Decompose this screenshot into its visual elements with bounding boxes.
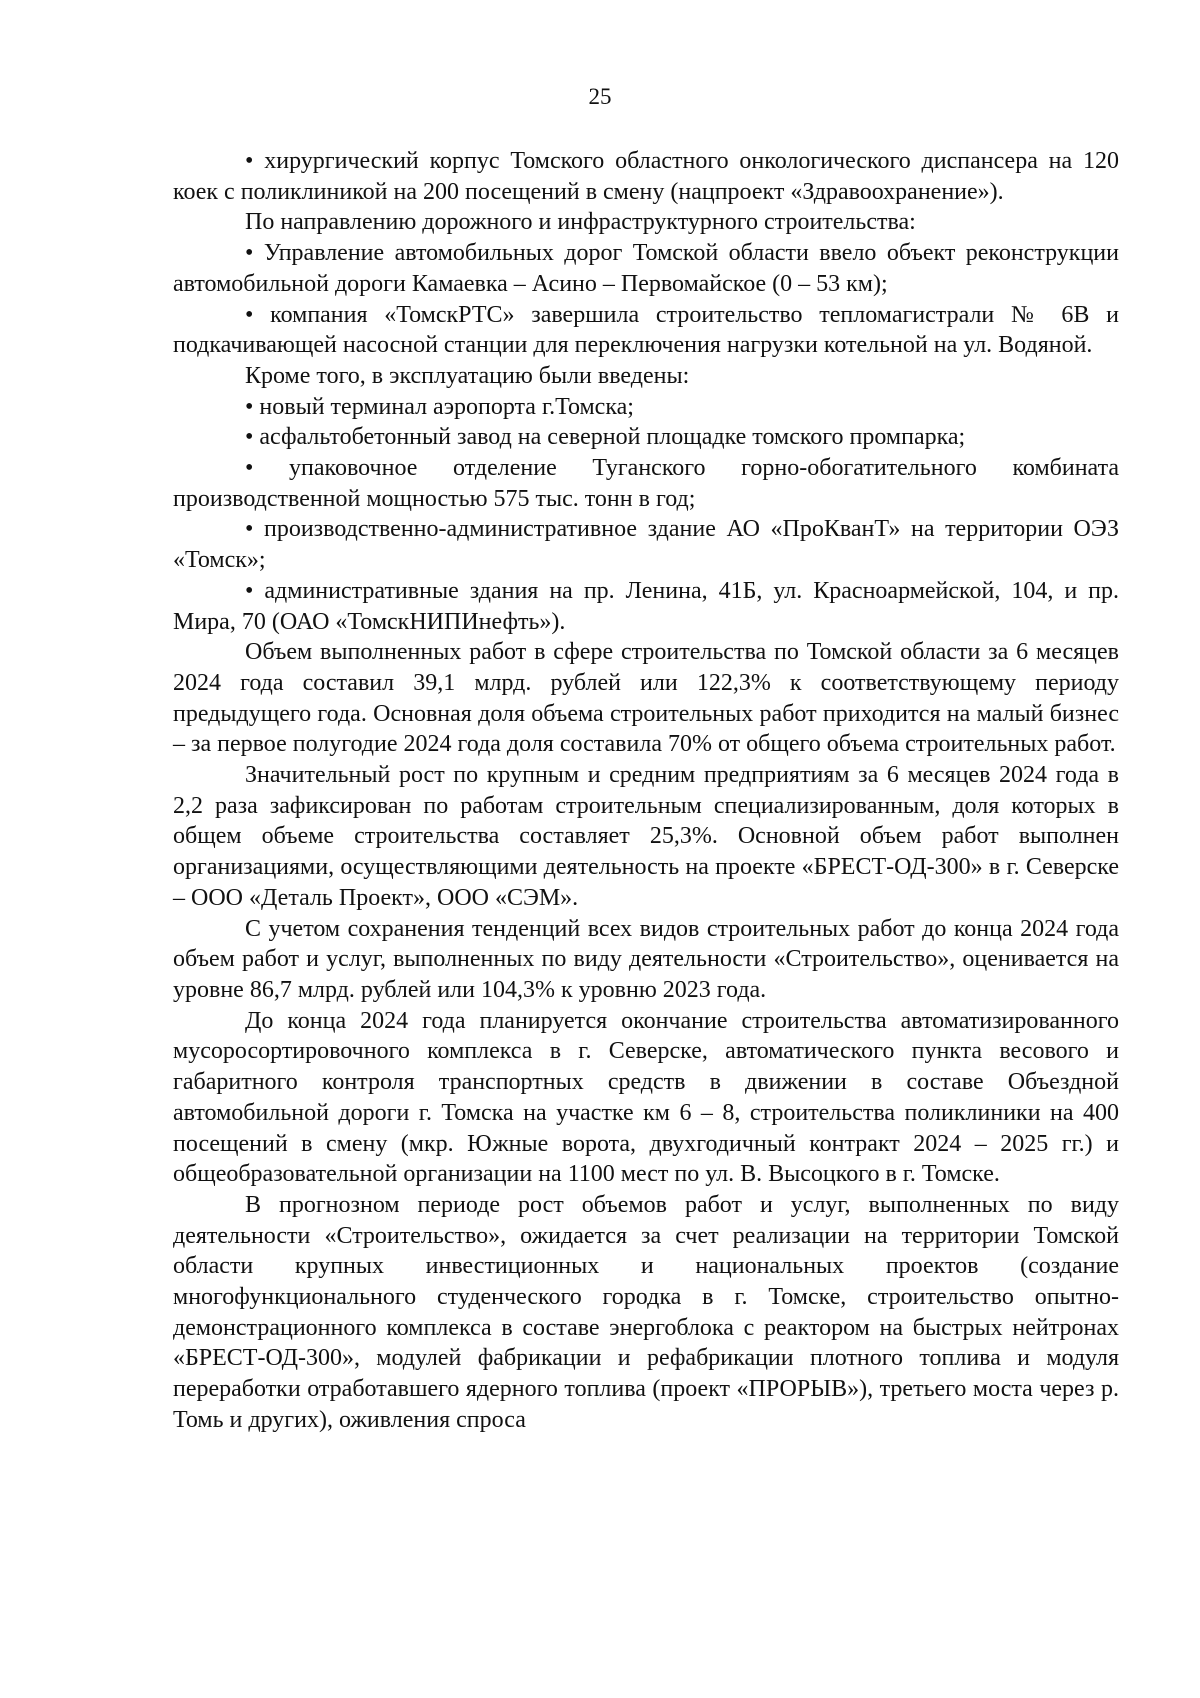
paragraph-construction-volume: Объем выполненных работ в сфере строительства по Томской области за 6 месяцев 2024 года составил 39,1 млрд. рублей или 122,3% к соответствующему периоду предыдущего года. Основная доля объема строительных работ приходится на малый бизнес – за первое полугодие 2024 года доля составила 70% от общего объема строительных работ.	[173, 639, 1119, 758]
paragraph-prokvant-building: • производственно-административное здание АО «ПроКванТ» на территории ОЭЗ «Томск»;	[173, 516, 1119, 574]
paragraph-growth-large-enterprises: Значительный рост по крупным и средним предприятиям за 6 месяцев 2024 года в 2,2 раза зафиксирован по работам строительным специализированным, доля которых в общем объеме строительства составляет 25,3%. Основной объем работ выполнен организациями, осуществляющими деятельность на проекте «БРЕСТ-ОД-300» в г. Северске – ООО «Деталь Проект», ООО «СЭМ».	[173, 762, 1119, 911]
paragraph-packing-department: • упаковочное отделение Туганского горно-обогатительного комбината производственной мощностью 575 тыс. тонн в год;	[173, 455, 1119, 512]
paragraph-road-construction-heading: По направлению дорожного и инфраструктурного строительства:	[245, 209, 916, 236]
paragraph-heat-main: • компания «ТомскРТС» завершила строительство тепломагистрали № 6В и подкачивающей насосной станции для переключения нагрузки котельной на ул. Водяной.	[173, 301, 1119, 359]
paragraph-road-reconstruction: • Управление автомобильных дорог Томской области ввело объект реконструкции автомобильной дороги Камаевка – Асино – Первомайское (0 – 53 км);	[173, 240, 1119, 297]
paragraph-airport-terminal: • новый терминал аэропорта г.Томска;	[245, 393, 634, 420]
paragraph-admin-buildings: • административные здания на пр. Ленина, 41Б, ул. Красноармейской, 104, и пр. Мира, 70 (ОАО «ТомскНИПИнефть»).	[173, 577, 1119, 635]
paragraph-planned-completion: До конца 2024 года планируется окончание строительства автоматизированного мусоросортировочного комплекса в г. Северске, автоматического пункта весового и габаритного контроля транспортных средств в движении в составе Объездной автомобильной дороги г. Томска на участке км 6 – 8, строительства поликлиники на 400 посещений в смену (мкр. Южные ворота, двухгодичный контракт 2024 – 2025 гг.) и общеобразовательной организации на 1100 мест по ул. В. Высоцкого в г. Томске.	[173, 1007, 1119, 1188]
paragraph-forecast-period: В прогнозном периоде рост объемов работ и услуг, выполненных по виду деятельности «Строительство», ожидается за счет реализации на территории Томской области крупных инвестиционных и национальных проектов (создание многофункционального студенческого городка в г. Томске, строительство опытно-демонстрационного комплекса в составе энергоблока с реактором на быстрых нейтронах «БРЕСТ-ОД-300», модулей фабрикации и рефабрикации плотного топлива и модуля переработки отработавшего ядерного топлива (проект «ПРОРЫВ»), третьего моста через р. Томь и других), оживления спроса	[173, 1191, 1119, 1433]
paragraph-commissioned-heading: Кроме того, в эксплуатацию были введены:	[245, 362, 690, 389]
paragraph-oncology-building: • хирургический корпус Томского областного онкологического диспансера на 120 коек с поликлиникой на 200 посещений в смену (нацпроект «Здравоохранение»).	[173, 148, 1119, 205]
document-body	[173, 146, 1119, 1436]
paragraph-asphalt-plant: • асфальтобетонный завод на северной площадке томского промпарка;	[245, 424, 966, 451]
page-number: 25	[588, 84, 612, 109]
paragraph-forecast-2024: С учетом сохранения тенденций всех видов строительных работ до конца 2024 года объем работ и услуг, выполненных по виду деятельности «Строительство», оценивается на уровне 86,7 млрд. рублей или 104,3% к уровню 2023 года.	[173, 915, 1119, 1003]
